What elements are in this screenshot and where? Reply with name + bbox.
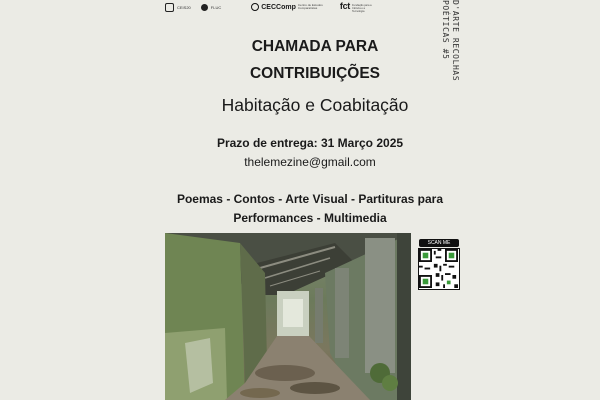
wall-peeling-paint — [185, 338, 213, 393]
series-side-label-line2: POÉTICAS #5 — [441, 0, 450, 60]
qr-scan-label: SCAN ME — [419, 239, 459, 247]
fluc-icon — [201, 4, 208, 11]
ceis20-icon — [165, 3, 174, 12]
logo-fct — [340, 1, 376, 13]
page-title-line2: CONTRIBUIÇÕES — [249, 65, 381, 82]
qr-code[interactable] — [418, 248, 460, 290]
logo-fct-tagline: Fundação para a Ciência e a Tecnologia — [351, 4, 372, 13]
right-edge-column — [397, 233, 411, 400]
logo-ceis20-text: CEIS20 — [177, 4, 191, 10]
page-title-line1: CHAMADA PARA — [251, 38, 379, 55]
plant-2 — [382, 375, 398, 391]
abandoned-corridor-photo — [165, 233, 411, 400]
deadline-text: Prazo de entrega: 31 Março 2025 — [216, 136, 404, 150]
logo-fct-text: fct — [339, 1, 350, 11]
logo-fluc — [201, 4, 221, 11]
ceccomp-icon — [251, 3, 259, 11]
logo-ceccomp-text: CECComp — [261, 3, 296, 11]
pillar-3 — [315, 288, 323, 343]
partner-logos — [165, 0, 376, 14]
contact-email[interactable]: thelemezine@gmail.com — [244, 155, 376, 169]
categories-line2: Performances - Multimedia — [233, 211, 387, 225]
logo-fluc-text: FLUC — [210, 4, 222, 10]
floor-debris-2 — [290, 382, 340, 394]
logo-ceis20 — [165, 3, 191, 12]
floor-debris-3 — [240, 388, 280, 398]
pillar-1 — [365, 238, 395, 373]
floor-debris-1 — [255, 365, 315, 381]
logo-ceccomp — [251, 3, 324, 11]
qr-code-pattern — [419, 249, 458, 288]
corridor-illustration — [165, 233, 411, 400]
series-side-label-line1: D'ARTE RECOLHAS — [451, 0, 460, 82]
pillar-2 — [335, 268, 349, 358]
page-subtitle: Habitação e Coabitação — [221, 95, 409, 115]
logo-ceccomp-tagline: Centro de Estudos Comparatistas — [297, 3, 323, 10]
corridor-far-window — [283, 299, 303, 327]
categories-line1: Poemas - Contos - Arte Visual - Partituras para — [176, 192, 444, 206]
